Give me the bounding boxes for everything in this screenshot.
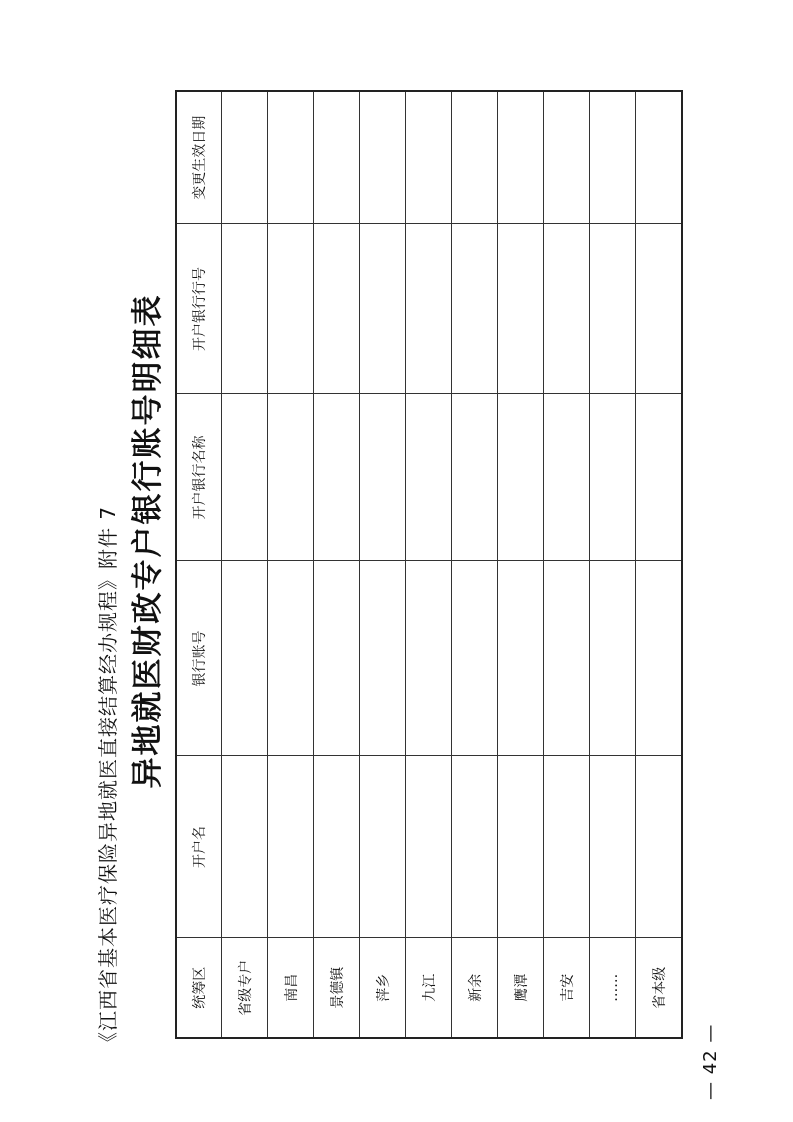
empty-cell — [314, 561, 360, 756]
empty-cell — [452, 394, 498, 561]
empty-cell — [406, 224, 452, 394]
table-header-row — [176, 91, 222, 1038]
empty-cell — [452, 91, 498, 224]
table-row — [314, 91, 360, 1038]
empty-cell — [314, 394, 360, 561]
region-cell: 景德镇 — [314, 938, 360, 1038]
region-cell: 九江 — [406, 938, 452, 1038]
region-cell: 省本级 — [636, 938, 683, 1038]
table-row — [222, 91, 268, 1038]
empty-cell — [498, 561, 544, 756]
empty-cell — [452, 224, 498, 394]
table-row — [268, 91, 314, 1038]
page-number: — 42 — — [700, 1023, 721, 1100]
column-header-account-name: 开户名 — [176, 756, 222, 938]
region-cell: 省级专户 — [222, 938, 268, 1038]
empty-cell — [636, 91, 683, 224]
empty-cell — [544, 224, 590, 394]
column-header-bank-code: 开户银行行号 — [176, 224, 222, 394]
empty-cell — [590, 91, 636, 224]
column-header-region: 统筹区 — [176, 938, 222, 1038]
empty-cell — [636, 394, 683, 561]
empty-cell — [314, 91, 360, 224]
table-row — [360, 91, 406, 1038]
empty-cell — [498, 224, 544, 394]
region-cell: 南昌 — [268, 938, 314, 1038]
empty-cell — [544, 394, 590, 561]
empty-cell — [590, 394, 636, 561]
empty-cell — [544, 561, 590, 756]
empty-cell — [544, 756, 590, 938]
empty-cell — [222, 91, 268, 224]
column-header-effective-date: 变更生效日期 — [176, 91, 222, 224]
empty-cell — [360, 756, 406, 938]
region-cell: …… — [590, 938, 636, 1038]
empty-cell — [268, 394, 314, 561]
empty-cell — [222, 224, 268, 394]
empty-cell — [360, 561, 406, 756]
empty-cell — [222, 394, 268, 561]
empty-cell — [314, 756, 360, 938]
table-row — [406, 91, 452, 1038]
empty-cell — [590, 756, 636, 938]
column-header-account-number: 银行账号 — [176, 561, 222, 756]
table-row — [590, 91, 636, 1038]
empty-cell — [636, 756, 683, 938]
empty-cell — [268, 91, 314, 224]
document-header: 《江西省基本医疗保险异地就医直接结算经办规程》附件 7 — [96, 505, 120, 1052]
empty-cell — [452, 756, 498, 938]
table-row — [636, 91, 683, 1038]
empty-cell — [498, 756, 544, 938]
empty-cell — [268, 224, 314, 394]
empty-cell — [406, 561, 452, 756]
empty-cell — [452, 561, 498, 756]
empty-cell — [590, 224, 636, 394]
account-detail-table — [175, 90, 683, 1039]
empty-cell — [636, 224, 683, 394]
table-row — [452, 91, 498, 1038]
empty-cell — [222, 561, 268, 756]
empty-cell — [544, 91, 590, 224]
table-row — [498, 91, 544, 1038]
region-cell: 萍乡 — [360, 938, 406, 1038]
page-title: 异地就医财政专户银行账号明细表 — [130, 293, 166, 789]
empty-cell — [360, 224, 406, 394]
column-header-bank-name: 开户银行名称 — [176, 394, 222, 561]
empty-cell — [268, 756, 314, 938]
empty-cell — [498, 394, 544, 561]
region-cell: 新余 — [452, 938, 498, 1038]
empty-cell — [498, 91, 544, 224]
empty-cell — [268, 561, 314, 756]
table-row — [544, 91, 590, 1038]
empty-cell — [360, 394, 406, 561]
empty-cell — [406, 756, 452, 938]
empty-cell — [636, 561, 683, 756]
region-cell: 鹰潭 — [498, 938, 544, 1038]
empty-cell — [590, 561, 636, 756]
empty-cell — [360, 91, 406, 224]
region-cell: 吉安 — [544, 938, 590, 1038]
empty-cell — [406, 91, 452, 224]
empty-cell — [406, 394, 452, 561]
empty-cell — [222, 756, 268, 938]
empty-cell — [314, 224, 360, 394]
